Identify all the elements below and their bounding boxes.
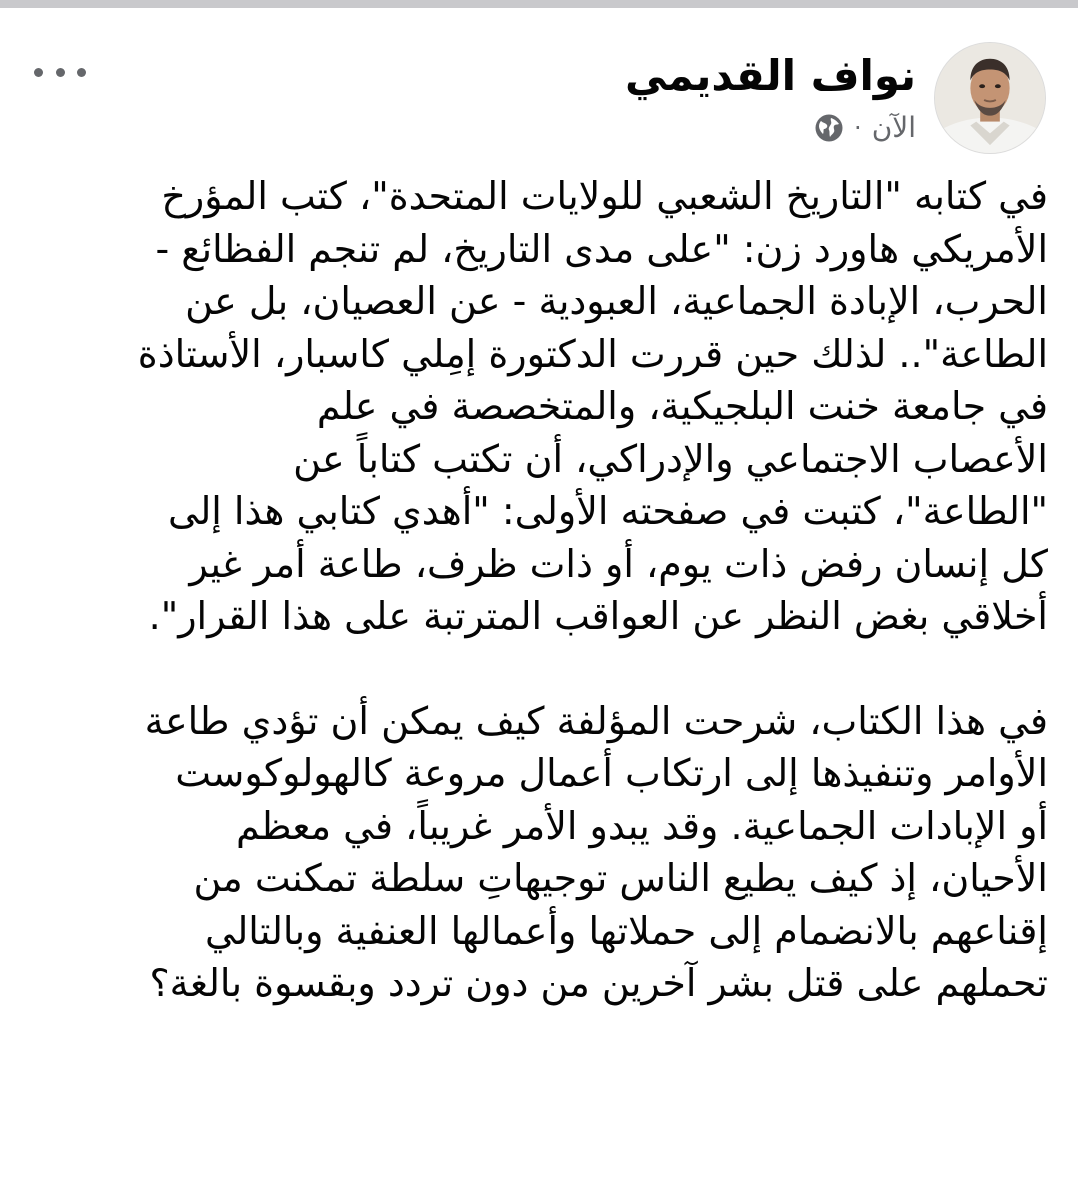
post-paragraph-1: في كتابه "التاريخ الشعبي للولايات المتحدة"، كتب المؤرخ الأمريكي هاورد زن: "على مدى التاريخ، لم تنجم الفظائع - الحرب، الإبادة الجماعية، العبودية - عن العصيان، بل عن الطاعة".. لذلك حين قررت الدكتورة إمِلي كاسبار، الأستاذة في جامعة خنت البلجيكية، والمتخصصة في علم الأعصاب الاجتماعي والإدراكي، أن تكتب كتاباً عن "الطاعة"، كتبت في صفحته الأولى: "أهدي كتابي هذا إلى كل إنسان رفض ذات يوم، أو ذات ظرف، طاعة أمر غير أخلاقي بغض النظر عن العواقب المترتبة على هذا القرار". (137, 174, 1048, 638)
more-options-button[interactable] (34, 58, 86, 86)
post-time[interactable]: الآن (871, 111, 916, 144)
post-header (0, 8, 1078, 148)
post-body (30, 170, 1048, 1010)
author-avatar[interactable] (934, 42, 1046, 154)
globe-icon[interactable] (814, 113, 844, 143)
more-options-icon-dot (34, 68, 43, 77)
top-divider (0, 0, 1078, 8)
post-paragraph-2: في هذا الكتاب، شرحت المؤلفة كيف يمكن أن تؤدي طاعة الأوامر وتنفيذها إلى ارتكاب أعمال مروعة كالهولوكوست أو الإبادات الجماعية. وقد يبدو الأمر غريباً، في معظم الأحيان، إذ كيف يطيع الناس توجيهاتِ سلطة تمكنت من إقناعهم بالانضمام إلى حملاتها وأعمالها العنفية وبالتالي تحملهم على قتل بشر آخرين من دون تردد وبقسوة بالغة؟ (144, 698, 1048, 1005)
post-meta (814, 110, 916, 146)
avatar-photo (935, 43, 1045, 153)
author-name[interactable]: نواف القديمي (625, 51, 916, 100)
more-options-icon-dot (77, 68, 86, 77)
meta-separator: · (854, 114, 862, 142)
more-options-icon-dot (56, 68, 65, 77)
